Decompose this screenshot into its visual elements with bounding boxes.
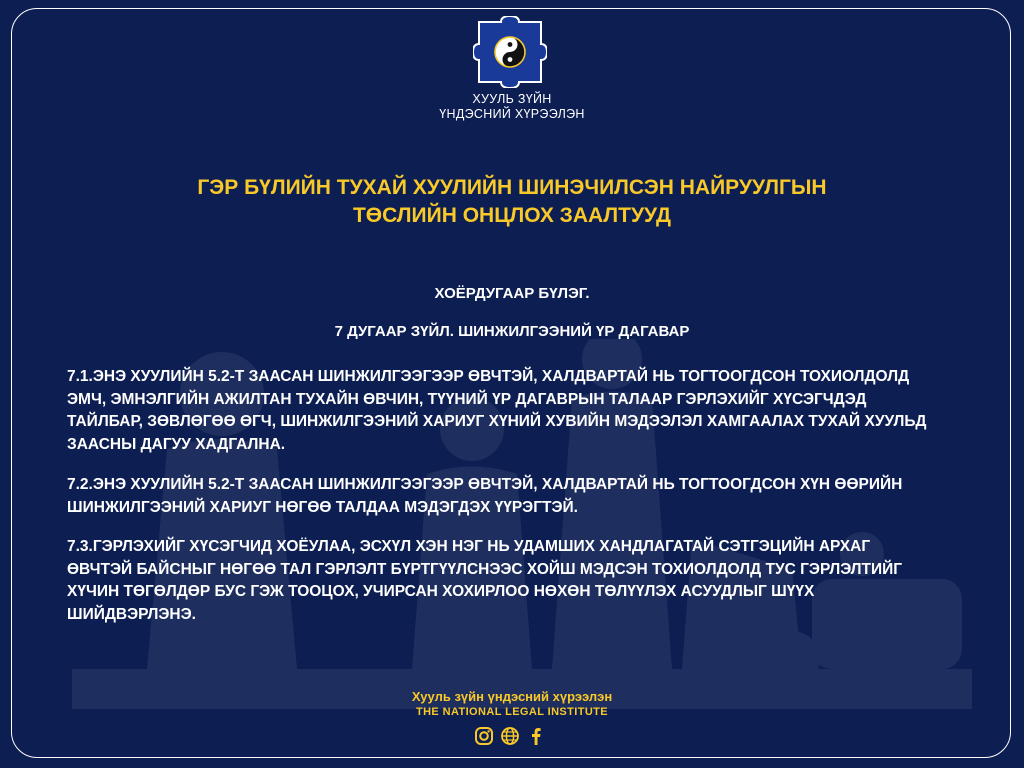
paragraph-line: ӨВЧТЭЙ БАЙСНЫГ НӨГӨӨ ТАЛ ГЭРЛЭЛТ БҮРТГҮҮЛСНЭЭС ХОЙШ МЭДСЭН ТОХИОЛДОЛД ТУС ГЭРЛЭЛТИЙГ: [67, 560, 903, 578]
paragraph-line: ЗААСНЫ ДАГУУ ХАДГАЛНА.: [67, 435, 286, 453]
title-line-2: ТӨСЛИЙН ОНЦЛОХ ЗААЛТУУД: [352, 204, 671, 227]
institute-logo: [473, 16, 547, 88]
title-line-1: ГЭР БҮЛИЙН ТУХАЙ ХУУЛИЙН ШИНЭЧИЛСЭН НАЙРУУЛГЫН: [197, 176, 827, 199]
paragraph-line: ШИНЖИЛГЭЭНИЙ ХАРИУГ НӨГӨӨ ТАЛДАА МЭДЭГДЭХ ҮҮРЭГТЭЙ.: [67, 498, 578, 516]
footer-name-english: THE NATIONAL LEGAL INSTITUTE: [415, 706, 609, 718]
instagram-icon[interactable]: [474, 726, 494, 746]
organization-name: [380, 92, 644, 122]
paragraph-line: ШИЙДВЭРЛЭНЭ.: [67, 605, 196, 623]
paragraph-line: ХҮЧИН ТӨГӨЛДӨР БУС ГЭЖ ТООЦОХ, УЧИРСАН ХОХИРЛОО НӨХӨН ТӨЛҮҮЛЭХ АСУУДЛЫГ ШҮҮХ: [67, 583, 815, 600]
org-name-line-1: ХУУЛЬ ЗҮЙН: [472, 92, 552, 106]
article-heading: 7 ДУГААР ЗҮЙЛ. ШИНЖИЛГЭЭНИЙ ҮР ДАГАВАР: [334, 323, 690, 340]
facebook-icon[interactable]: [526, 726, 546, 746]
paragraph-line: 7.2.ЭНЭ ХУУЛИЙН 5.2-Т ЗААСАН ШИНЖИЛГЭЭГЭЭР ӨВЧТЭЙ, ХАЛДВАРТАЙ НЬ ТОГТООГДСОН ХҮН ӨӨРИЙН: [67, 476, 903, 493]
globe-icon[interactable]: [500, 726, 520, 746]
paragraph-7-2: [67, 474, 997, 519]
social-links: [474, 725, 550, 747]
paragraph-line: 7.1.ЭНЭ ХУУЛИЙН 5.2-Т ЗААСАН ШИНЖИЛГЭЭГЭЭР ӨВЧТЭЙ, ХАЛДВАРТАЙ НЬ ТОГТООГДСОН ТОХИОЛДОЛД: [67, 368, 910, 385]
paragraph-line: 7.3.ГЭРЛЭХИЙГ ХҮСЭГЧИД ХОЁУЛАА, ЭСХҮЛ ХЭН НЭГ НЬ УДАМШИХ ХАНДЛАГАТАЙ СЭТГЭЦИЙН АРХАГ: [67, 538, 871, 555]
org-name-line-2: ҮНДЭСНИЙ ХҮРЭЭЛЭН: [439, 107, 585, 121]
chapter-heading: ХОЁРДУГААР БҮЛЭГ.: [434, 285, 590, 302]
paragraph-line: ТАЙЛБАР, ЗӨВЛӨГӨӨ ӨГЧ, ШИНЖИЛГЭЭНИЙ ХАРИУГ ХҮНИЙ ХУВИЙН МЭДЭЭЛЭЛ ХАМГААЛАХ ТУХАЙ ХУУЛЬД: [67, 413, 927, 430]
page-title: [60, 174, 964, 230]
paragraph-line: ЭМЧ, ЭМНЭЛГИЙН АЖИЛТАН ТУХАЙН ӨВЧИН, ТҮҮНИЙ ҮР ДАГАВРЫН ТАЛААР ГЭРЛЭХИЙГ ХҮСЭГЧДЭД: [67, 390, 867, 408]
paragraph-7-1: [67, 366, 997, 456]
paragraph-7-3: [67, 536, 997, 626]
footer-name-mongolian: Хууль зүйн үндэсний хүрээлэн: [411, 689, 613, 704]
